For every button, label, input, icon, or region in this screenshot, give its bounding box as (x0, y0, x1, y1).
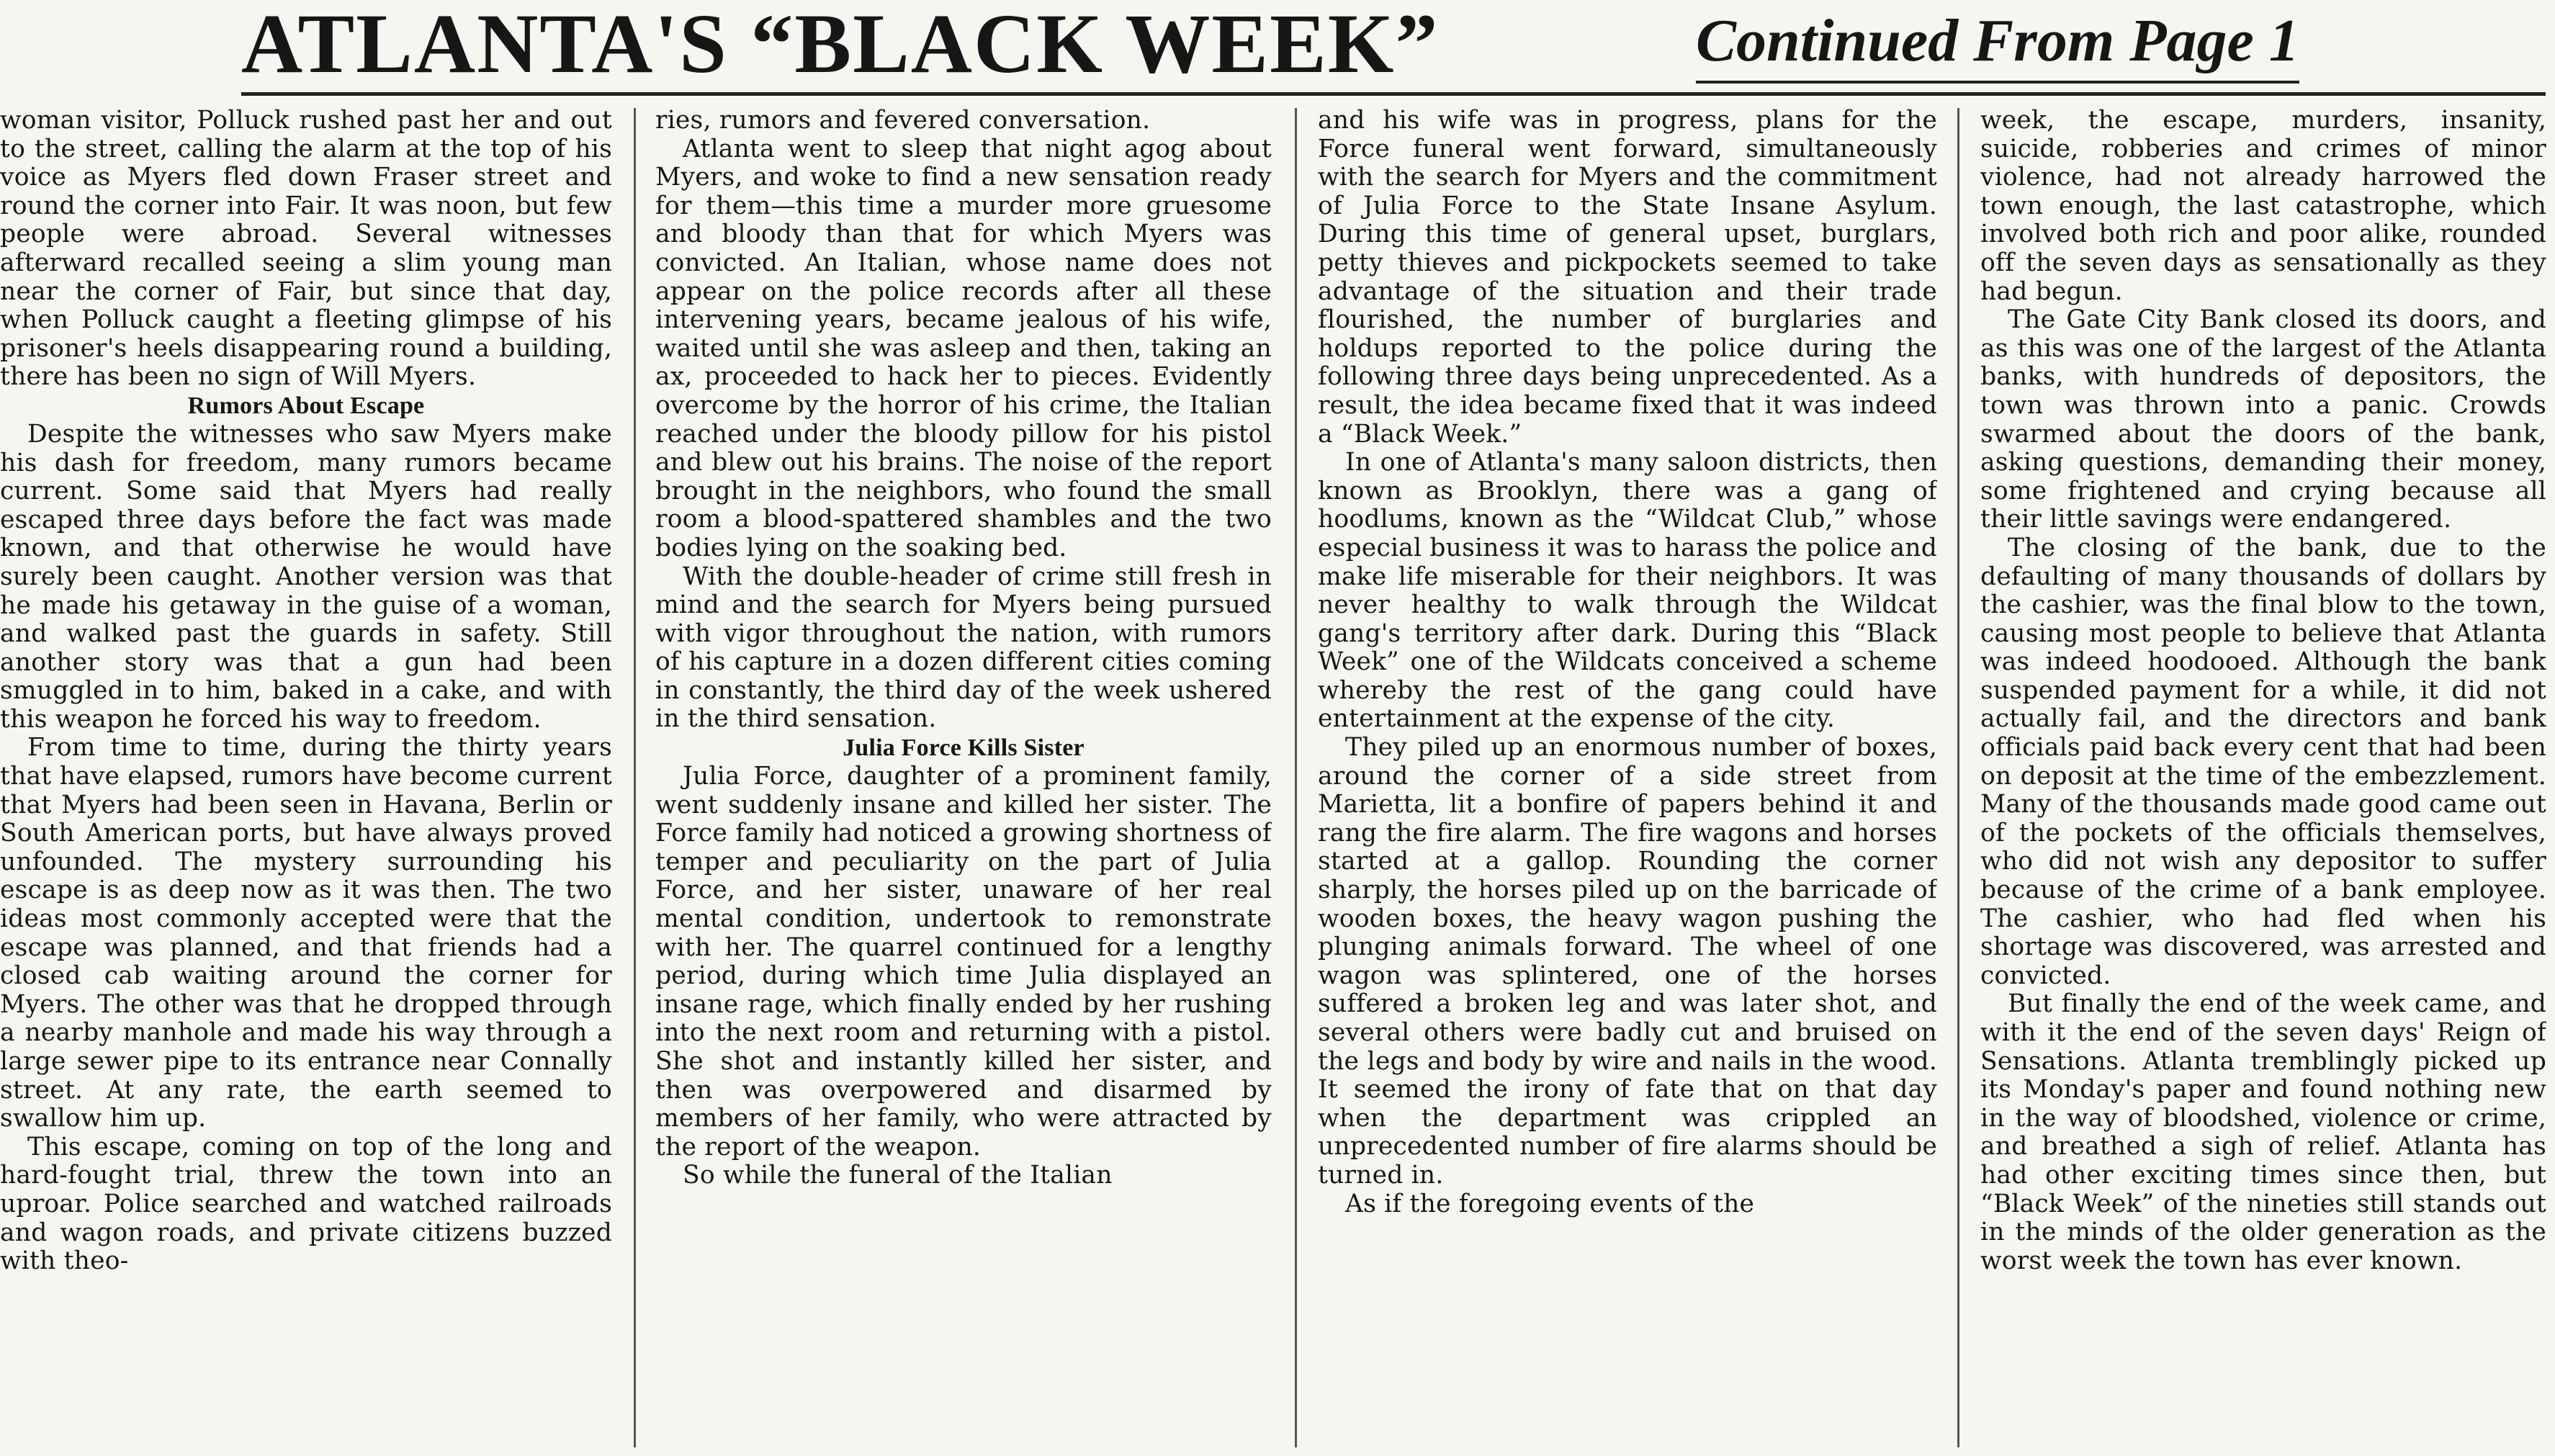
article-paragraph: The closing of the bank, due to the defaulting of many thousands of dollars by the cashier, was the final blow to the town, causing most people to believe that Atlanta was indeed hoodooed. Although the bank suspended payment for a while, it did not actually fail, and the directors and bank officials paid back every cent that had been on deposit at the time of the embezzlement. Many of the thousands made good came out of the pockets of the officials themselves, who did not wish any depositor to suffer because of the crime of a bank employee. The cashier, who had fled when his shortage was discovered, was arrested and convicted. (1980, 533, 2546, 990)
article-paragraph: and his wife was in progress, plans for the Force funeral went forward, simultaneously with the search for Myers and the commitment of Julia Force to the State Insane Asylum. During this time of general upset, burglars, petty thieves and pickpockets seemed to take advantage of the situation and their trade flourished, the number of burglaries and holdups reported to the police during the following three days being unprecedented. As a result, the idea became fixed that it was indeed a “Black Week.” (1318, 107, 1937, 449)
continued-from-label: Continued From Page 1 (1696, 1, 2299, 84)
section-subheading: Rumors About Escape (187, 392, 425, 419)
article-paragraph: Atlanta went to sleep that night agog about Myers, and woke to find a new sensation ready for them—this time a murder more gruesome and bloody than that for which Myers was convicted. An Italian, whose name does not appear on the police records after all these intervening years, became jealous of his wife, waited until she was asleep and then, taking an ax, proceeded to hack her to pieces. Evidently overcome by the horror of his crime, the Italian reached under the bloody pillow for his pistol and blew out his brains. The noise of the report brought in the neighbors, who found the small room a blood-spattered shambles and the two bodies lying on the soaking bed. (655, 134, 1272, 562)
article-column-3 (1318, 107, 1937, 1447)
section-subheading: Julia Force Kills Sister (843, 734, 1085, 762)
masthead (241, 0, 2546, 96)
article-paragraph: This escape, coming on top of the long and hard-fought trial, threw the town into an uproar. Police searched and watched railroads and wagon roads, and private citizens buzzed with theo- (0, 1132, 612, 1276)
column-rule (1295, 108, 1297, 1447)
article-paragraph: Julia Force, daughter of a prominent family, went suddenly insane and killed her sister. The Force family had noticed a growing shortness of temper and peculiarity on the part of Julia Force, and her sister, unaware of her real mental condition, undertook to remonstrate with her. The quarrel continued for a lengthy period, during which time Julia displayed an insane rage, which finally ended by her rushing into the next room and returning with a pistol. She shot and instantly killed her sister, and then was overpowered and disarmed by members of her family, who were attracted by the report of the weapon. (655, 762, 1272, 1161)
article-column-1 (0, 107, 612, 1447)
article-paragraph: They piled up an enormous number of boxes, around the corner of a side street from Marietta, lit a bonfire of papers behind it and rang the fire alarm. The fire wagons and horses started at a gallop. Rounding the corner sharply, the horses piled up on the barricade of wooden boxes, the heavy wagon pushing the plunging animals forward. The wheel of one wagon was splintered, one of the horses suffered a broken leg and was later shot, and several others were badly cut and bruised on the legs and body by wire and nails in the wood. It seemed the irony of fate that on that day when the department was crippled an unprecedented number of fire alarms should be turned in. (1318, 733, 1937, 1190)
article-paragraph: week, the escape, murders, insanity, suicide, robberies and crimes of minor violence, had not already harrowed the town enough, the last catastrophe, which involved both rich and poor alike, rounded off the seven days as sensationally as they had begun. (1980, 107, 2546, 306)
article-paragraph: The Gate City Bank closed its doors, and as this was one of the largest of the Atlanta banks, with hundreds of depositors, the town was thrown into a panic. Crowds swarmed about the doors of the bank, asking questions, demanding their money, some frightened and crying because all their little savings were endangered. (1980, 305, 2546, 534)
article-paragraph: From time to time, during the thirty years that have elapsed, rumors have become current that Myers had been seen in Havana, Berlin or South American ports, but have always proved unfounded. The mystery surrounding his escape is as deep now as it was then. The two ideas most commonly accepted were that the escape was planned, and that friends had a closed cab waiting around the corner for Myers. The other was that he dropped through a nearby manhole and made his way through a large sewer pipe to its entrance near Connally street. At any rate, the earth seemed to swallow him up. (0, 733, 612, 1133)
article-paragraph: In one of Atlanta's many saloon districts, then known as Brooklyn, there was a gang of hoodlums, known as the “Wildcat Club,” whose especial business it was to harass the police and make life miserable for their neighbors. It was never healthy to walk through the Wildcat gang's territory after dark. During this “Black Week” one of the Wildcats conceived a scheme whereby the rest of the gang could have entertainment at the expense of the city. (1318, 448, 1937, 734)
column-rule (1957, 108, 1959, 1447)
article-paragraph: Despite the witnesses who saw Myers make his dash for freedom, many rumors became current. Some said that Myers had really escaped three days before the fact was made known, and that otherwise he would have surely been caught. Another version was that he made his getaway in the guise of a woman, and walked past the guards in safety. Still another story was that a gun had been smuggled in to him, baked in a cake, and with this weapon he forced his way to freedom. (0, 419, 612, 734)
article-paragraph: As if the foregoing events of the (1345, 1189, 1755, 1218)
article-column-4 (1980, 107, 2546, 1447)
article-paragraph: So while the funeral of the Italian (683, 1161, 1113, 1190)
column-rule (634, 108, 636, 1447)
article-paragraph: With the double-header of crime still fresh in mind and the search for Myers being pursued with vigor throughout the nation, with rumors of his capture in a dozen different cities coming in constantly, the third day of the week ushered in the third sensation. (655, 562, 1272, 734)
article-paragraph: But finally the end of the week came, and with it the end of the seven days' Reign of Sensations. Atlanta tremblingly picked up its Monday's paper and found nothing new in the way of bloodshed, violence or crime, and breathed a sigh of relief. Atlanta has had other exciting times since then, but “Black Week” of the nineties still stands out in the minds of the older generation as the worst week the town has ever known. (1980, 989, 2546, 1275)
article-paragraph: woman visitor, Polluck rushed past her and out to the street, calling the alarm at the top of his voice as Myers fled down Fraser street and round the corner into Fair. It was noon, but few people were abroad. Several witnesses afterward recalled seeing a slim young man near the corner of Fair, but since that day, when Polluck caught a fleeting glimpse of his prisoner's heels disappearing round a building, there has been no sign of Will Myers. (0, 107, 612, 392)
headline: ATLANTA'S “BLACK WEEK” (241, 0, 1440, 91)
article-column-2 (655, 107, 1272, 1447)
article-paragraph: ries, rumors and fevered conversation. (655, 107, 1151, 135)
